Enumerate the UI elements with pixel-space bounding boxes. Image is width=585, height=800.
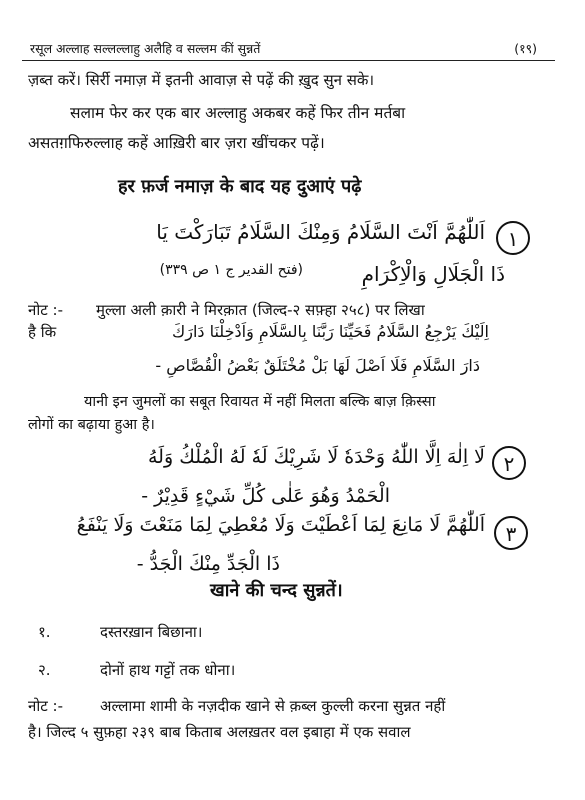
running-title: रसूल अल्लाह सल्लल्लाहु अलैहि व सल्लम कीं सुन्नतें (30, 41, 261, 56)
dua-1-line-2: ذَا الْجَلَالِ وَالْاِكْرَامِ (361, 262, 505, 286)
running-header (22, 34, 555, 61)
note-1-line-1: मुल्ला अली क़ारी ने मिरक़ात (जिल्द-२ सफ़्हा २५८) पर लिखा (96, 301, 425, 319)
note-1-follow-2: लोगों का बढ़ाया हुआ है। (28, 417, 155, 433)
section-heading-duas: हर फ़र्ज नमाज़ के बाद यह दुआएं पढ़े (118, 176, 362, 197)
dua-2-line-2: الْحَمْدُ وَهُوَ عَلٰى كُلِّ شَيْءٍ قَدِيْرٌ - (141, 485, 390, 507)
intro-line-2: सलाम फेर कर एक बार अल्लाहु अकबर कहें फिर तीन मर्तबा (70, 104, 406, 122)
intro-line-1: ज़ब्त करें। सिर्री नमाज़ में इतनी आवाज़ से पढ़ें की ख़ुद सुन सके। (28, 71, 375, 89)
note-2-line-1: अल्लामा शामी के नज़दीक खाने से क़ब्ल कुल्ली करना सुन्नत नहीं (100, 697, 446, 715)
section-heading-eating-sunnahs: खाने की चन्द सुन्नतें। (210, 580, 343, 601)
intro-line-3: असतग़फिरुल्लाह कहें आख़िरी बार ज़रा खींचकर पढ़ें। (28, 134, 325, 152)
list-item-number: २. (38, 661, 51, 679)
note-1-arabic-line-2: دَارَ السَّلَامِ فَلَا اَصْلَ لَهَا بَلْ مُخْتَلَقٌ بَعْضُ الْقُصَّاصِ - (155, 356, 480, 375)
list-item-text: दोनों हाथ गट्टों तक धोना। (100, 661, 236, 679)
dua-3-number: ٣ (494, 516, 528, 550)
dua-1-number: ١ (496, 221, 530, 255)
dua-2-line-1: لَا اِلٰهَ اِلَّا اللّٰهُ وَحْدَهٗ لَا شَرِيْكَ لَهٗ لَهُ الْمُلْكُ وَلَهُ (148, 446, 485, 468)
page-number: (१९) (514, 41, 537, 56)
dua-1-line-1: اَللّٰهُمَّ اَنْتَ السَّلَامُ وَمِنْكَ السَّلَامُ تَبَارَكْتَ يَا (156, 220, 485, 244)
dua-2-number: ٢ (492, 446, 526, 480)
note-1-follow-1: यानी इन जुमलों का सबूत रिवायत में नहीं मिलता बल्कि बाज़ क़िस्सा (84, 394, 436, 410)
note-2-label: नोट :- (28, 697, 64, 715)
dua-3-line-2: ذَا الْجَدِّ مِنْكَ الْجَدُّ - (136, 553, 280, 575)
note-1-line-2: है कि (28, 323, 57, 341)
dua-1-reference: (فتح القدير ج ١ ص ٣٣٩) (159, 262, 303, 278)
note-1-label: नोट :- (28, 301, 64, 319)
list-item-text: दस्तरख़ान बिछाना। (100, 623, 203, 641)
list-item-number: १. (38, 623, 51, 641)
note-2-line-2: है। जिल्द ५ सुफ़हा २३९ बाब किताब अलख़तर वल इबाहा में एक सवाल (28, 723, 411, 741)
dua-3-line-1: اَللّٰهُمَّ لَا مَانِعَ لِمَا اَعْطَيْتَ وَلَا مُعْطِيَ لِمَا مَنَعْتَ وَلَا يَنْفَعُ (76, 514, 485, 536)
note-1-arabic-line-1: اِلَيْكَ يَرْجِعُ السَّلَامُ فَحَيِّنَا رَبَّنَا بِالسَّلَامِ وَاَدْخِلْنَا دَارَكَ (172, 322, 489, 341)
